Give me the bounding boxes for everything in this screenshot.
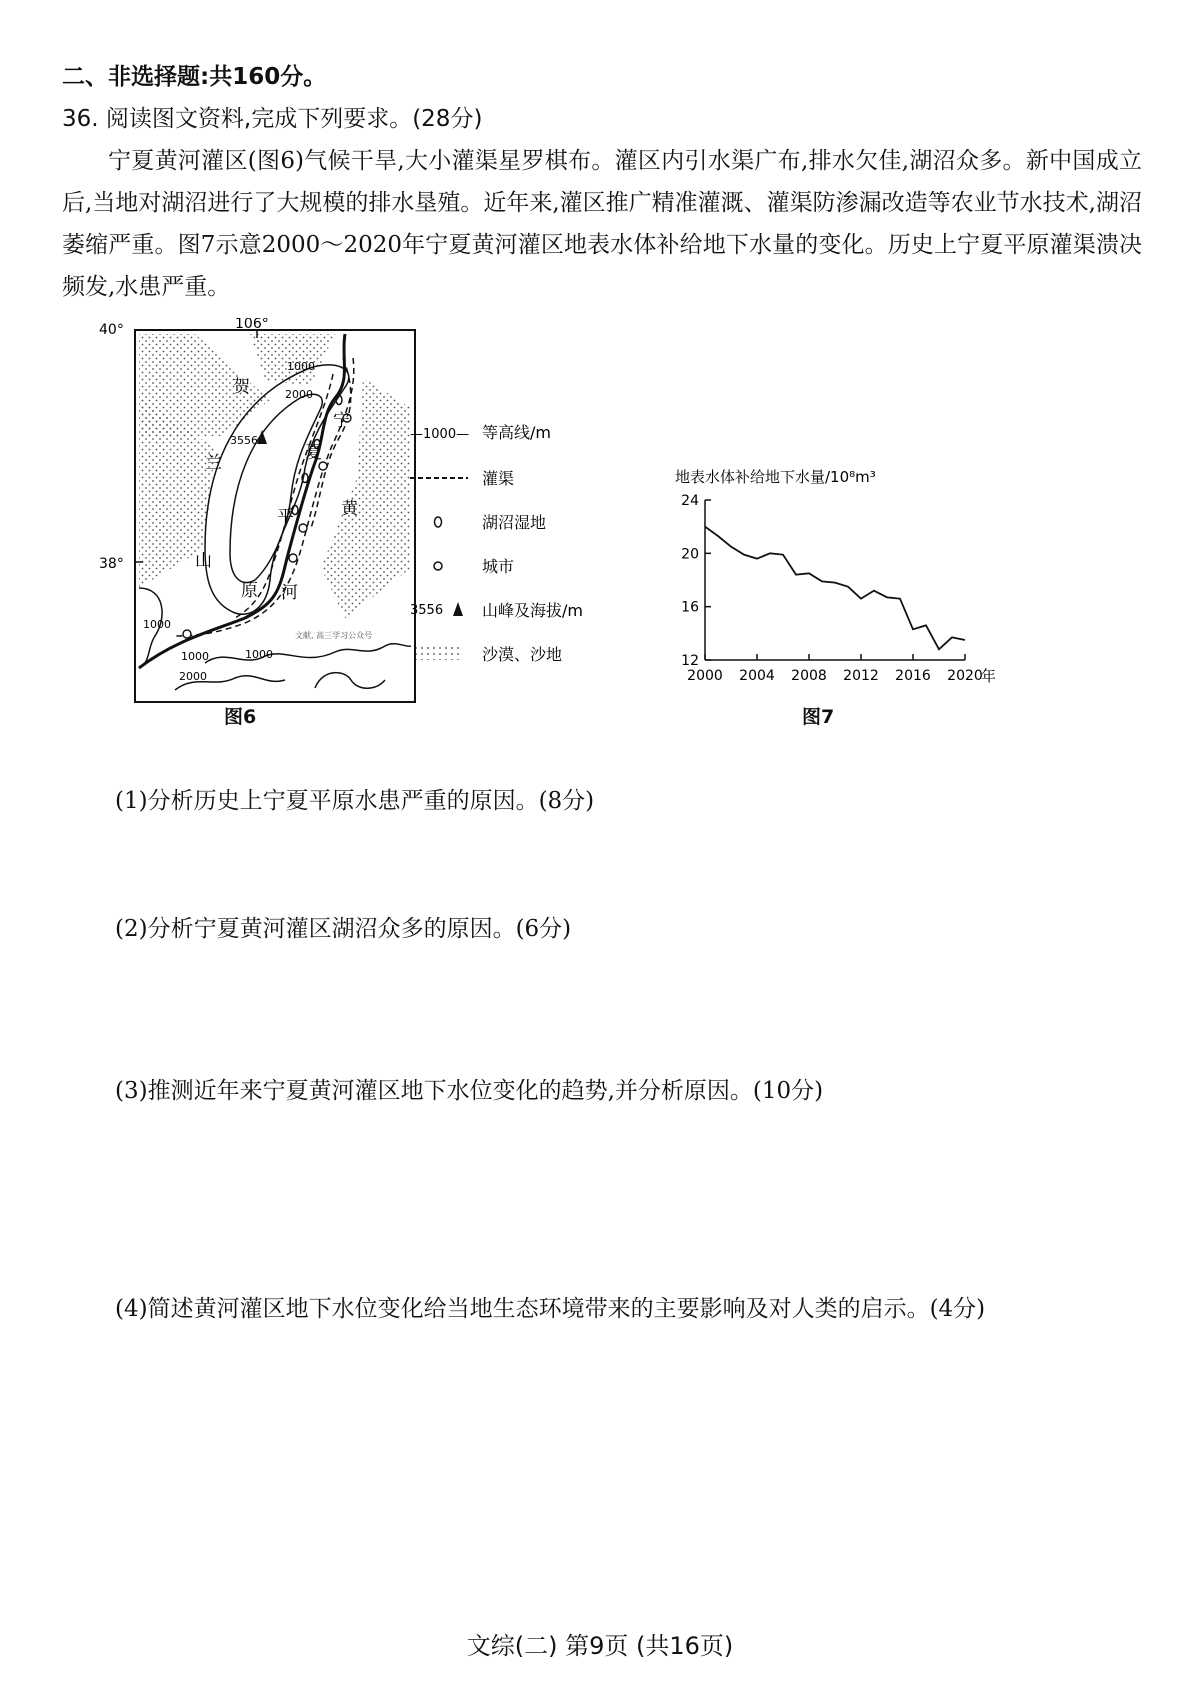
x-tick-label: 2004 [739,668,775,684]
legend-city-label: 城市 [482,557,515,576]
subquestion-2: (2)分析宁夏黄河灌区湖沼众多的原因。(6分) [115,916,572,942]
section-title: 二、非选择题:共160分。 [62,64,327,90]
city-symbol [289,554,297,562]
legend-desert-symbol [416,644,460,660]
place-char: 兰 [205,453,222,473]
city-symbol [299,524,307,532]
contour-label: 1000 [181,650,209,663]
legend-peak-label: 山峰及海拔/m [482,601,583,620]
map-watermark: 文献, 高三学习公众号 [295,631,373,640]
series-line [705,527,965,650]
map-legend [408,418,618,668]
subquestion-4: (4)简述黄河灌区地下水位变化给当地生态环境带来的主要影响及对人类的启示。(4分) [115,1296,986,1322]
contour-label: 1000 [143,618,171,631]
question-title: 36. 阅读图文资料,完成下列要求。(28分) [62,106,483,132]
subquestion-3: (3)推测近年来宁夏黄河灌区地下水位变化的趋势,并分析原因。(10分) [115,1078,824,1104]
x-tick-label: 2012 [843,668,879,684]
legend-peak-value: 3556 [410,603,444,618]
city-symbol [319,462,327,470]
legend-peak-symbol [453,602,463,616]
y-tick-label: 16 [681,599,699,616]
chart-title: 地表水体补给地下水量/10⁸m³ [675,468,876,486]
chart-caption: 图7 [802,706,835,728]
line-chart [655,460,1095,700]
place-char: 黄 [341,499,358,519]
legend-desert-label: 沙漠、沙地 [482,645,563,664]
contour-label: 1000 [245,648,273,661]
map-caption: 图6 [224,706,257,728]
page-footer: 文综(二) 第9页 (共16页) [466,1632,734,1660]
place-char: 平 [277,507,294,527]
legend-city-symbol [434,562,442,570]
place-char: 贺 [233,377,250,397]
legend-lake-symbol [435,517,442,527]
x-tick-label: 2016 [895,668,931,684]
peak-elevation: 3556 [230,434,258,447]
legend-lake-label: 湖沼湿地 [482,513,547,532]
y-tick-label: 20 [681,546,699,563]
x-tick-label: 2000 [687,668,723,684]
map-figure [95,318,425,758]
latitude-38: 38° [99,556,124,572]
legend-contour-symbol: —1000— [410,427,470,442]
place-char: 河 [281,583,298,603]
contour-label: 2000 [179,670,207,683]
y-tick-label: 12 [681,653,699,669]
place-char: 山 [195,551,212,571]
place-char: 夏 [305,443,322,463]
latitude-40: 40° [99,322,124,338]
legend-contour-label: 等高线/m [482,423,551,442]
longitude-label: 106° [235,318,269,332]
city-symbol [183,630,191,638]
x-tick-label: 2020 [947,668,983,684]
x-unit-label: 年 [981,667,997,685]
place-char: 原 [241,581,258,601]
contour-label: 2000 [285,388,313,401]
legend-canal-label: 灌渠 [482,469,515,488]
subquestion-1: (1)分析历史上宁夏平原水患严重的原因。(8分) [115,788,595,814]
question-paragraph: 宁夏黄河灌区(图6)气候干旱,大小灌渠星罗棋布。灌区内引水渠广布,排水欠佳,湖沼众多。新中国成立后,当地对湖沼进行了大规模的排水垦殖。近年来,灌区推广精准灌溉、灌渠防渗漏改造等农业节水技术,湖沼萎缩严重。图7示意2000～2020年宁夏黄河灌区地表水体补给地下水量的变化。历史上宁夏平原灌渠溃决频发,水患严重。 [62,148,1142,300]
y-tick-label: 24 [681,493,699,509]
x-tick-label: 2008 [791,668,827,684]
place-char: 宁 [333,411,350,431]
contour-label: 1000 [287,360,315,373]
